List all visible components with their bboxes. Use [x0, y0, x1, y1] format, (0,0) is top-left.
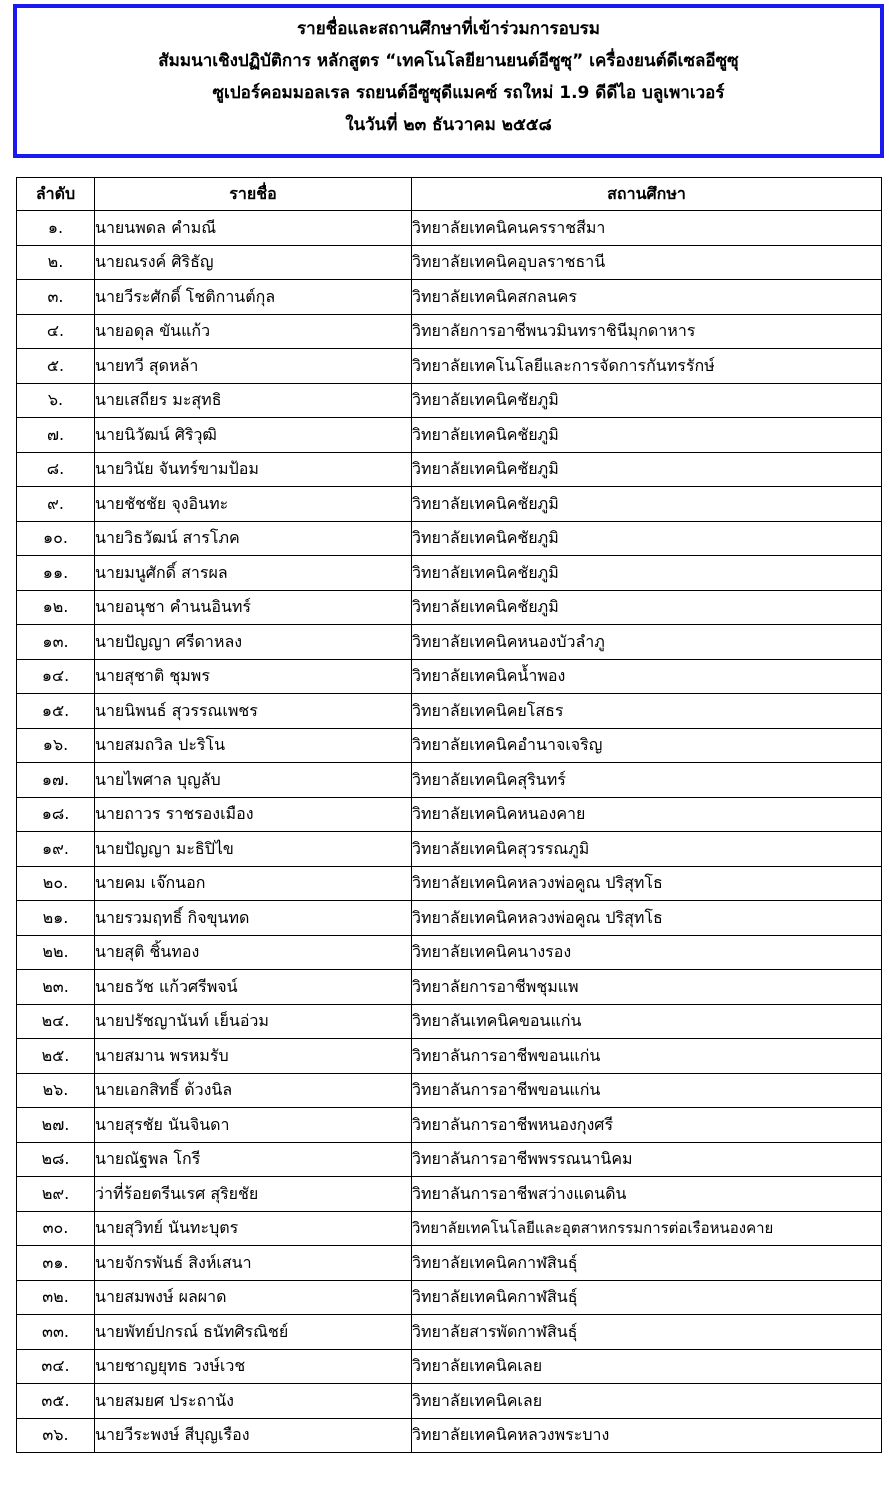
- row-number-cell: ๒๖.: [17, 1073, 95, 1108]
- table-row: [17, 763, 882, 798]
- institution-cell: วิทยาลัยเทคนิคหลวงพระบาง: [412, 1418, 882, 1453]
- table-row: [17, 797, 882, 832]
- table-row: [17, 1280, 882, 1315]
- participant-name-cell: นายเอกสิทธิ์ ด้วงนิล: [95, 1073, 412, 1108]
- row-number-cell: ๒๐.: [17, 866, 95, 901]
- row-number-cell: ๓๖.: [17, 1418, 95, 1453]
- row-number-cell: ๘.: [17, 452, 95, 487]
- row-number-cell: ๑๒.: [17, 590, 95, 625]
- table-row: [17, 1384, 882, 1419]
- participant-name-cell: นายณรงค์ ศิริธัญ: [95, 245, 412, 280]
- title-date-line: ในวันที่ ๒๓ ธันวาคม ๒๕๕๘: [345, 115, 552, 135]
- table-row: [17, 625, 882, 660]
- table-row: [17, 901, 882, 936]
- row-number-cell: ๒๑.: [17, 901, 95, 936]
- participant-name-cell: นายธวัช แก้วศรีพจน์: [95, 970, 412, 1005]
- row-number-cell: ๓๔.: [17, 1349, 95, 1384]
- column-header-number: ลำดับ: [17, 178, 95, 211]
- table-row: [17, 1004, 882, 1039]
- participant-name-cell: นายสุชาติ ชุมพร: [95, 659, 412, 694]
- row-number-cell: ๒๓.: [17, 970, 95, 1005]
- participant-name-cell: นายมนูศักดิ์ สารผล: [95, 556, 412, 591]
- institution-cell: วิทยาลัยเทคนิคสุรินทร์: [412, 763, 882, 798]
- table-row: [17, 280, 882, 315]
- institution-cell: วิทยาลัยเทคนิคชัยภูมิ: [412, 556, 882, 591]
- institution-cell: วิทยาลัยเทคนิคน้ำพอง: [412, 659, 882, 694]
- table-row: [17, 349, 882, 384]
- institution-cell: วิทยาลัยเทคนิคหลวงพ่อคูณ ปริสุทโธ: [412, 866, 882, 901]
- table-row: [17, 1142, 882, 1177]
- institution-cell: วิทยาลัยเทคโนโลยีและอุตสาหกรรมการต่อเรือหนองคาย: [412, 1211, 882, 1246]
- participant-name-cell: นายทวี สุดหล้า: [95, 349, 412, 384]
- participant-name-cell: นายชาญยุทธ วงษ์เวช: [95, 1349, 412, 1384]
- institution-cell: วิทยาลัยเทคนิคกาฬสินธุ์: [412, 1280, 882, 1315]
- institution-cell: วิทยาลันการอาชีพขอนแก่น: [412, 1073, 882, 1108]
- institution-cell: วิทยาลัยเทคนิคนครราชสีมา: [412, 211, 882, 246]
- row-number-cell: ๓๓.: [17, 1315, 95, 1350]
- table-row: [17, 970, 882, 1005]
- row-number-cell: ๒๗.: [17, 1108, 95, 1143]
- institution-cell: วิทยาลัยเทคนิคอำนาจเจริญ: [412, 728, 882, 763]
- table-header-row: [17, 178, 882, 211]
- participant-name-cell: นายนพดล คำมณี: [95, 211, 412, 246]
- row-number-cell: ๑๔.: [17, 659, 95, 694]
- row-number-cell: ๒๙.: [17, 1177, 95, 1212]
- row-number-cell: ๒๔.: [17, 1004, 95, 1039]
- institution-cell: วิทยาลัยสารพัดกาฬสินธุ์: [412, 1315, 882, 1350]
- table-row: [17, 487, 882, 522]
- participant-name-cell: นายถาวร ราชรองเมือง: [95, 797, 412, 832]
- row-number-cell: ๒๘.: [17, 1142, 95, 1177]
- row-number-cell: ๒๒.: [17, 935, 95, 970]
- participant-name-cell: นายไพศาล บุญลับ: [95, 763, 412, 798]
- table-row: [17, 383, 882, 418]
- row-number-cell: ๑๕.: [17, 694, 95, 729]
- table-row: [17, 211, 882, 246]
- row-number-cell: ๑๑.: [17, 556, 95, 591]
- row-number-cell: ๓๑.: [17, 1246, 95, 1281]
- row-number-cell: ๓๒.: [17, 1280, 95, 1315]
- participant-name-cell: นายณัฐพล โกรี: [95, 1142, 412, 1177]
- institution-cell: วิทยาลัยเทคนิคหลวงพ่อคูณ ปริสุทโธ: [412, 901, 882, 936]
- title-line-3: ซูเปอร์คอมมอลเรล รถยนต์อีซูซุดีแมคซ์ รถใหม่ 1.9 ดีดีไอ บลูเพาเวอร์: [212, 83, 725, 103]
- table-row: [17, 521, 882, 556]
- institution-cell: วิทยาลัยเทคนิคอุบลราชธานี: [412, 245, 882, 280]
- participant-name-cell: นายสมาน พรหมรับ: [95, 1039, 412, 1074]
- participant-name-cell: นายเสถียร มะสุทธิ: [95, 383, 412, 418]
- row-number-cell: ๑๗.: [17, 763, 95, 798]
- participant-name-cell: นายรวมฤทธิ์ กิจขุนทด: [95, 901, 412, 936]
- institution-cell: วิทยาลันการอาชีพพรรณนานิคม: [412, 1142, 882, 1177]
- institution-cell: วิทยาลัยเทคนิคชัยภูมิ: [412, 590, 882, 625]
- row-number-cell: ๓๕.: [17, 1384, 95, 1419]
- table-row: [17, 1211, 882, 1246]
- participant-name-cell: นายสมถวิล ปะริโน: [95, 728, 412, 763]
- institution-cell: วิทยาลัยเทคนิคหนองบัวลำภู: [412, 625, 882, 660]
- institution-cell: วิทยาลัยเทคนิคหนองคาย: [412, 797, 882, 832]
- institution-cell: วิทยาลัยเทคนิคเลย: [412, 1384, 882, 1419]
- institution-cell: วิทยาลันการอาชีพหนองกุงศรี: [412, 1108, 882, 1143]
- participant-name-cell: นายปรัชญานันท์ เย็นอ่วม: [95, 1004, 412, 1039]
- institution-cell: วิทยาลัยเทคนิคสุวรรณภูมิ: [412, 832, 882, 867]
- institution-cell: วิทยาลัยการอาชีพนวมินทราชินีมุกดาหาร: [412, 314, 882, 349]
- institution-cell: วิทยาลันการอาชีพสว่างแดนดิน: [412, 1177, 882, 1212]
- row-number-cell: ๓๐.: [17, 1211, 95, 1246]
- table-row: [17, 418, 882, 453]
- participant-name-cell: นายอนุชา คำนนอินทร์: [95, 590, 412, 625]
- participant-name-cell: นายวิธวัฒน์ สารโภค: [95, 521, 412, 556]
- institution-cell: วิทยาลัยเทคนิคชัยภูมิ: [412, 452, 882, 487]
- participant-name-cell: นายปัญญา ศรีดาหลง: [95, 625, 412, 660]
- participant-name-cell: นายวินัย จันทร์ขามป้อม: [95, 452, 412, 487]
- participant-name-cell: นายสุรชัย นันจินดา: [95, 1108, 412, 1143]
- table-row: [17, 314, 882, 349]
- participant-name-cell: นายสมพงษ์ ผลผาด: [95, 1280, 412, 1315]
- row-number-cell: ๗.: [17, 418, 95, 453]
- participant-name-cell: ว่าที่ร้อยตรีนเรศ สุริยชัย: [95, 1177, 412, 1212]
- column-header-name: รายชื่อ: [95, 178, 412, 211]
- institution-cell: วิทยาลัยเทคโนโลยีและการจัดการกันทรรักษ์: [412, 349, 882, 384]
- table-row: [17, 866, 882, 901]
- institution-cell: วิทยาลัยเทคนิคยโสธร: [412, 694, 882, 729]
- row-number-cell: ๖.: [17, 383, 95, 418]
- participant-table: [16, 177, 882, 1453]
- participant-name-cell: นายนิพนธ์ สุวรรณเพชร: [95, 694, 412, 729]
- table-row: [17, 728, 882, 763]
- participant-name-cell: นายวีระศักดิ์ โชติกานต์กุล: [95, 280, 412, 315]
- table-row: [17, 935, 882, 970]
- table-row: [17, 1418, 882, 1453]
- table-row: [17, 452, 882, 487]
- table-row: [17, 1246, 882, 1281]
- institution-cell: วิทยาลัยเทคนิคชัยภูมิ: [412, 383, 882, 418]
- row-number-cell: ๑๖.: [17, 728, 95, 763]
- title-line-1: รายชื่อและสถานศึกษาที่เข้าร่วมการอบรม: [297, 19, 600, 39]
- row-number-cell: ๔.: [17, 314, 95, 349]
- title-box: [13, 4, 884, 158]
- table-row: [17, 1349, 882, 1384]
- row-number-cell: ๑๙.: [17, 832, 95, 867]
- table-row: [17, 1177, 882, 1212]
- institution-cell: วิทยาลัยเทคนิคชัยภูมิ: [412, 418, 882, 453]
- table-row: [17, 659, 882, 694]
- row-number-cell: ๑๓.: [17, 625, 95, 660]
- table-row: [17, 556, 882, 591]
- table-row: [17, 1073, 882, 1108]
- table-row: [17, 245, 882, 280]
- institution-cell: วิทยาลัยเทคนิคนางรอง: [412, 935, 882, 970]
- row-number-cell: ๑๘.: [17, 797, 95, 832]
- table-row: [17, 1315, 882, 1350]
- participant-name-cell: นายสุวิทย์ นันทะบุตร: [95, 1211, 412, 1246]
- institution-cell: วิทยาลันการอาชีพขอนแก่น: [412, 1039, 882, 1074]
- institution-cell: วิทยาลันเทคนิคขอนแก่น: [412, 1004, 882, 1039]
- institution-cell: วิทยาลัยเทคนิคชัยภูมิ: [412, 521, 882, 556]
- participant-name-cell: นายพัทย์ปกรณ์ ธนัทศิรณิชย์: [95, 1315, 412, 1350]
- participant-name-cell: นายสุติ ชิ้นทอง: [95, 935, 412, 970]
- title-line-2: สัมมนาเชิงปฏิบัติการ หลักสูตร “เทคโนโลยียานยนต์อีซูซุ” เครื่องยนต์ดีเซลอีซูซุ: [158, 51, 739, 71]
- row-number-cell: ๙.: [17, 487, 95, 522]
- row-number-cell: ๕.: [17, 349, 95, 384]
- participant-name-cell: นายชัชชัย จุงอินทะ: [95, 487, 412, 522]
- participant-name-cell: นายสมยศ ประถานัง: [95, 1384, 412, 1419]
- table-row: [17, 694, 882, 729]
- participant-name-cell: นายจักรพันธ์ สิงห์เสนา: [95, 1246, 412, 1281]
- table-row: [17, 1108, 882, 1143]
- table-row: [17, 832, 882, 867]
- row-number-cell: ๑๐.: [17, 521, 95, 556]
- participant-name-cell: นายวีระพงษ์ สีบุญเรือง: [95, 1418, 412, 1453]
- institution-cell: วิทยาลัยเทคนิคเลย: [412, 1349, 882, 1384]
- row-number-cell: ๓.: [17, 280, 95, 315]
- row-number-cell: ๒๕.: [17, 1039, 95, 1074]
- participant-name-cell: นายอดุล ขันแก้ว: [95, 314, 412, 349]
- row-number-cell: ๒.: [17, 245, 95, 280]
- table-row: [17, 1039, 882, 1074]
- institution-cell: วิทยาลัยเทคนิคชัยภูมิ: [412, 487, 882, 522]
- institution-cell: วิทยาลัยการอาชีพชุมแพ: [412, 970, 882, 1005]
- row-number-cell: ๑.: [17, 211, 95, 246]
- table-row: [17, 590, 882, 625]
- column-header-school: สถานศึกษา: [412, 178, 882, 211]
- participant-name-cell: นายปัญญา มะธิปิไข: [95, 832, 412, 867]
- institution-cell: วิทยาลัยเทคนิคสกลนคร: [412, 280, 882, 315]
- participant-name-cell: นายคม เจ๊กนอก: [95, 866, 412, 901]
- institution-cell: วิทยาลัยเทคนิคกาฬสินธุ์: [412, 1246, 882, 1281]
- participant-name-cell: นายนิวัฒน์ ศิริวุฒิ: [95, 418, 412, 453]
